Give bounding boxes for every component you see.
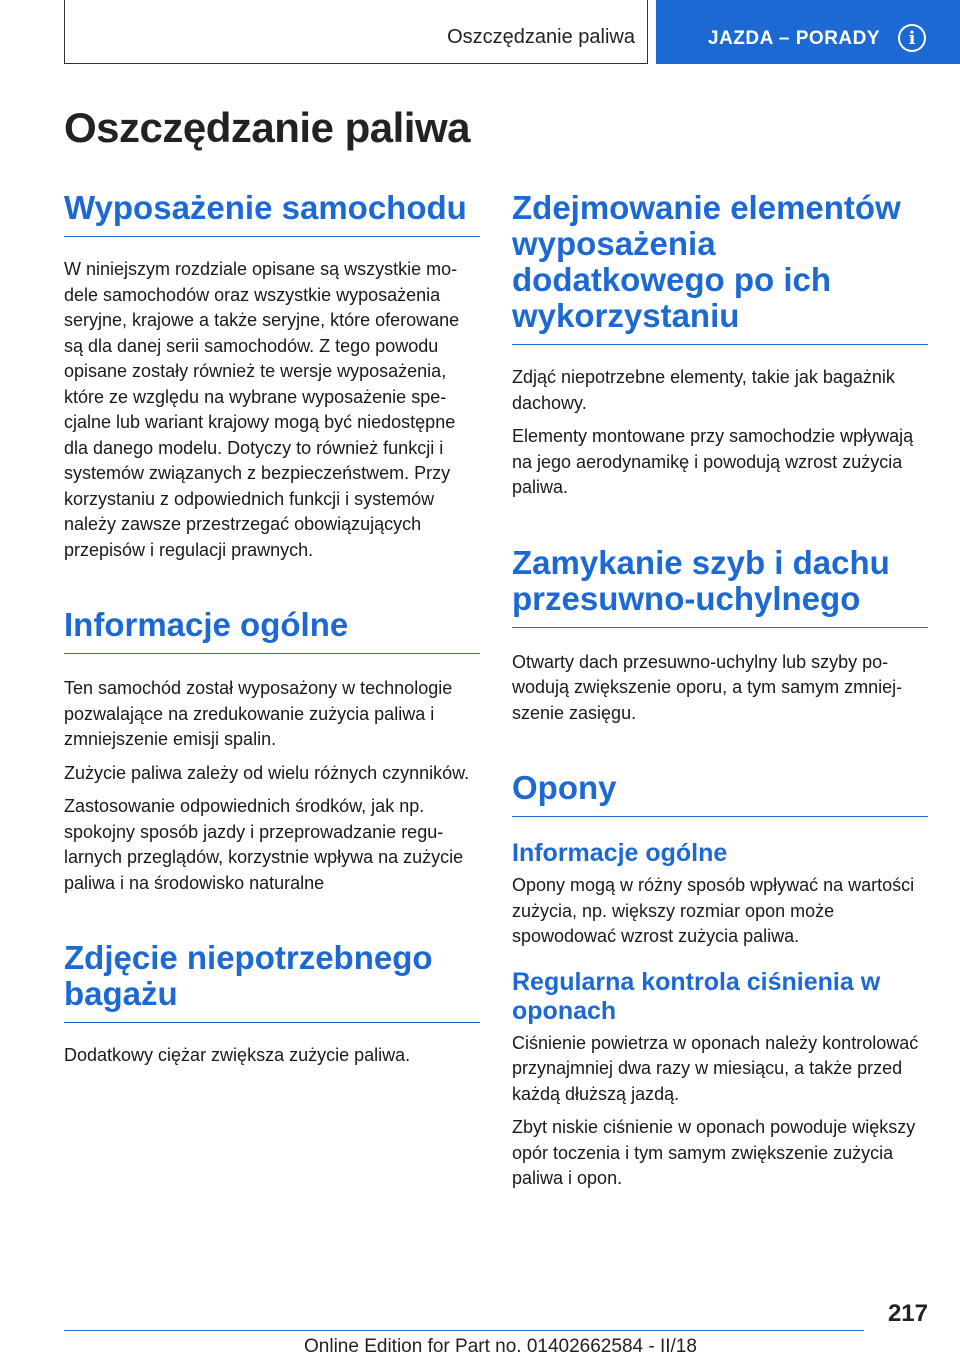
paragraph: Otwarty dach przesuwno-uchylny lub szyby powodują zwiększenie oporu, a tym samym zmniejszenie zasięgu. <box>512 651 903 723</box>
section-heading-equipment: Wyposażenie samochodu <box>64 190 480 237</box>
header-section-title: Oszczędzanie paliwa <box>447 26 635 48</box>
paragraph: Ten samochód został wyposażony w technologie pozwalające na zredukowanie zużycia paliwa i zmniejszenie emisji spalin. <box>64 678 453 749</box>
section-heading-remove-equipment: Zdejmowanie elementów wyposażenia dodatkowego po ich wykorzystaniu <box>512 190 928 345</box>
section-heading-tyres: Opony <box>512 770 928 817</box>
subheading-tyre-pressure: Regularna kontrola ciśnienia w oponach <box>512 967 881 1025</box>
subheading-tyres-general: Informacje ogólne <box>512 839 728 867</box>
info-icon[interactable]: i <box>898 24 926 52</box>
right-column <box>512 190 928 1192</box>
section-heading-general-info: Informacje ogólne <box>64 607 480 654</box>
paragraph: Zdjąć niepotrzebne elementy, takie jak bagażnik dachowy. <box>512 367 895 413</box>
paragraph: Opony mogą w różny sposób wpływać na wartości zużycia, np. większy rozmiar opon może spowodować wzrost zużycia paliwa. <box>512 875 915 946</box>
paragraph: Zastosowanie odpowiednich środków, jak np. spokojny sposób jazdy i przeprowadzanie regularnych przeglądów, korzystnie wpływa na zużycie paliwa i na środowisko naturalne <box>64 796 464 893</box>
paragraph: Zużycie paliwa zależy od wielu różnych czynników. <box>64 762 470 783</box>
header-section-box <box>64 0 648 64</box>
chapter-tab-label: JAZDA – PORADY <box>708 28 881 49</box>
paragraph: Ciśnienie powietrza w oponach należy kontrolować przynajmniej dwa razy w miesiącu, a także przed każdą dłuższą jazdą. <box>512 1032 919 1104</box>
footer-edition: Online Edition for Part no. 01402662584 - II/18 <box>304 1336 697 1357</box>
chapter-tab[interactable] <box>656 0 960 64</box>
paragraph: W niniejszym rozdziale opisane są wszystkie modele samochodów oraz wszystkie wyposażenia seryjne, krajowe a także seryjne, które oferowane są dla danej serii samochodów. Z tego powodu opisane zostały również te wersje wyposażenia, które ze względu na wybrane wyposażenie specjalne lub wariant krajowy mogą być niedostępne dla danego modelu. Dotyczy to również funkcji i systemów związanych z bezpieczeństwem. Przy korzystaniu z odpowiednich funkcji i systemów należy zawsze przestrzegać obowiązujących przepisów i regulacji prawnych. <box>64 259 460 560</box>
paragraph: Dodatkowy ciężar zwiększa zużycie paliwa. <box>64 1045 411 1065</box>
section-heading-close-windows: Zamykanie szyb i dachu przesuwno-uchylnego <box>512 545 928 628</box>
page-title: Oszczędzanie paliwa <box>64 104 470 151</box>
paragraph: Elementy montowane przy samochodzie wpływają na jego aerodynamikę i powodują wzrost zużycia paliwa. <box>512 426 914 497</box>
paragraph: Zbyt niskie ciśnienie w oponach powoduje większy opór toczenia i tym samym zwiększenie zużycia paliwa i opon. <box>512 1117 916 1188</box>
page-number: 217 <box>887 1300 928 1327</box>
section-heading-luggage: Zdjęcie niepotrzebnego bagażu <box>64 940 480 1023</box>
footer-divider <box>64 1330 864 1331</box>
left-column <box>64 190 480 1069</box>
